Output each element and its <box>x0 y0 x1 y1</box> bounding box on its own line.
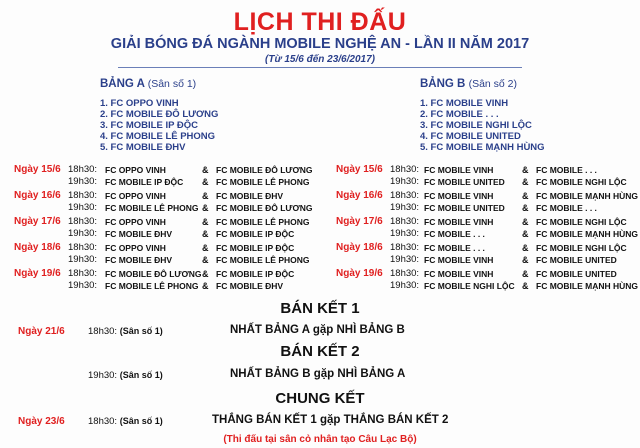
group-b-name: BẢNG B <box>420 78 466 90</box>
ko-venue: (Sân số 1) <box>119 416 163 426</box>
semifinal-1-time <box>88 326 163 337</box>
versus-ampersand: & <box>522 255 529 265</box>
match-time: 18h30: <box>68 164 98 175</box>
versus-ampersand: & <box>202 203 209 213</box>
match-time: 18h30: <box>390 268 420 279</box>
match-time: 18h30: <box>68 242 98 253</box>
versus-ampersand: & <box>202 177 209 187</box>
final-match: THẮNG BÁN KẾT 1 gặp THẮNG BÁN KẾT 2 <box>212 414 449 426</box>
match-day-label: Ngày 16/6 <box>336 190 383 201</box>
match-day-label: Ngày 15/6 <box>14 164 61 175</box>
away-team: FC MOBILE MẠNH HÙNG <box>536 229 638 239</box>
away-team: FC MOBILE MẠNH HÙNG <box>536 191 638 201</box>
ko-time: 19h30: <box>88 370 118 381</box>
away-team: FC MOBILE ĐHV <box>216 191 284 201</box>
versus-ampersand: & <box>202 229 209 239</box>
versus-ampersand: & <box>202 217 209 227</box>
versus-ampersand: & <box>522 243 529 253</box>
match-day-label: Ngày 16/6 <box>14 190 61 201</box>
home-team: FC MOBILE LÊ PHONG <box>105 203 199 213</box>
match-time: 19h30: <box>68 202 98 213</box>
final-day: Ngày 23/6 <box>18 416 65 427</box>
versus-ampersand: & <box>522 281 529 291</box>
away-team: FC MOBILE NGHI LỘC <box>536 177 627 187</box>
venue-footnote: (Thi đấu tại sân cỏ nhân tạo Câu Lạc Bộ) <box>223 434 417 445</box>
home-team: FC OPPO VINH <box>105 191 166 201</box>
match-time: 19h30: <box>390 254 420 265</box>
versus-ampersand: & <box>522 191 529 201</box>
away-team: FC MOBILE IP ĐỘC <box>216 229 295 239</box>
away-team: FC MOBILE . . . <box>536 165 597 175</box>
match-day-label: Ngày 17/6 <box>14 216 61 227</box>
match-day-label: Ngày 15/6 <box>336 164 383 175</box>
versus-ampersand: & <box>522 229 529 239</box>
match-time: 19h30: <box>68 176 98 187</box>
home-team: FC MOBILE UNITED <box>424 177 505 187</box>
ko-venue: (Sân số 1) <box>119 326 163 336</box>
date-range: (Từ 15/6 đến 23/6/2017) <box>265 54 375 65</box>
semifinal-1-day: Ngày 21/6 <box>18 326 65 337</box>
ko-time: 18h30: <box>88 416 118 427</box>
match-time: 18h30: <box>390 164 420 175</box>
match-day-label: Ngày 19/6 <box>336 268 383 279</box>
versus-ampersand: & <box>202 165 209 175</box>
home-team: FC MOBILE LÊ PHONG <box>105 281 199 291</box>
away-team: FC MOBILE NGHI LỘC <box>536 217 627 227</box>
away-team: FC MOBILE ĐÔ LƯƠNG <box>216 203 313 213</box>
away-team: FC MOBILE ĐÔ LƯƠNG <box>216 165 313 175</box>
match-time: 18h30: <box>390 190 420 201</box>
home-team: FC MOBILE VINH <box>424 191 494 201</box>
group-a-team: 3. FC MOBILE IP ĐỘC <box>100 120 199 131</box>
group-b-team: 3. FC MOBILE NGHI LỘC <box>420 120 532 131</box>
home-team: FC MOBILE ĐHV <box>105 229 173 239</box>
final-time <box>88 416 163 427</box>
ko-venue: (Sân số 1) <box>119 370 163 380</box>
home-team: FC MOBILE ĐÔ LƯƠNG <box>105 269 202 279</box>
group-a-team: 2. FC MOBILE ĐÔ LƯƠNG <box>100 109 219 120</box>
match-day-label: Ngày 17/6 <box>336 216 383 227</box>
away-team: FC MOBILE UNITED <box>536 255 617 265</box>
versus-ampersand: & <box>522 177 529 187</box>
home-team: FC MOBILE NGHI LỘC <box>424 281 515 291</box>
match-day-label: Ngày 19/6 <box>14 268 61 279</box>
away-team: FC MOBILE MẠNH HÙNG <box>536 281 638 291</box>
versus-ampersand: & <box>202 243 209 253</box>
match-time: 18h30: <box>68 190 98 201</box>
home-team: FC OPPO VINH <box>105 217 166 227</box>
versus-ampersand: & <box>522 217 529 227</box>
group-a-name: BẢNG A <box>100 78 145 90</box>
semifinal-2-match: NHẤT BẢNG B gặp NHÌ BẢNG A <box>230 368 406 380</box>
match-time: 18h30: <box>68 268 98 279</box>
versus-ampersand: & <box>202 255 209 265</box>
away-team: FC MOBILE LÊ PHONG <box>216 217 310 227</box>
semifinal-2-time <box>88 370 163 381</box>
group-b-team: 5. FC MOBILE MẠNH HÙNG <box>420 142 545 153</box>
away-team: FC MOBILE IP ĐỘC <box>216 243 295 253</box>
versus-ampersand: & <box>522 203 529 213</box>
ko-time: 18h30: <box>88 326 118 337</box>
match-time: 19h30: <box>390 228 420 239</box>
page-title: LỊCH THI ĐẤU <box>233 8 407 36</box>
final-heading: CHUNG KẾT <box>275 390 365 407</box>
versus-ampersand: & <box>522 165 529 175</box>
group-a-team: 1. FC OPPO VINH <box>100 98 179 109</box>
group-a-team-list <box>100 98 218 153</box>
match-time: 19h30: <box>390 280 420 291</box>
away-team: FC MOBILE . . . <box>536 203 597 213</box>
match-time: 19h30: <box>390 202 420 213</box>
group-b-team-list <box>420 98 545 153</box>
group-a-team: 4. FC MOBILE LÊ PHONG <box>100 131 216 142</box>
match-time: 19h30: <box>390 176 420 187</box>
group-b-team: 2. FC MOBILE . . . <box>420 109 499 120</box>
versus-ampersand: & <box>202 281 209 291</box>
away-team: FC MOBILE NGHI LỘC <box>536 243 627 253</box>
home-team: FC MOBILE ĐHV <box>105 255 173 265</box>
group-a-venue: (Sân số 1) <box>147 78 197 90</box>
home-team: FC MOBILE VINH <box>424 217 494 227</box>
semifinal-1-heading: BÁN KẾT 1 <box>280 300 360 317</box>
match-time: 18h30: <box>390 216 420 227</box>
tournament-subtitle: GIẢI BÓNG ĐÁ NGÀNH MOBILE NGHỆ AN - LẦN II NĂM 2017 <box>110 36 530 52</box>
group-b-team: 4. FC MOBILE UNITED <box>420 131 521 142</box>
group-b-heading <box>420 78 517 90</box>
away-team: FC MOBILE ĐHV <box>216 281 284 291</box>
home-team: FC MOBILE IP ĐỘC <box>105 177 184 187</box>
home-team: FC OPPO VINH <box>105 243 166 253</box>
away-team: FC MOBILE LÊ PHONG <box>216 255 310 265</box>
versus-ampersand: & <box>202 191 209 201</box>
away-team: FC MOBILE UNITED <box>536 269 617 279</box>
home-team: FC OPPO VINH <box>105 165 166 175</box>
group-b-team: 1. FC MOBILE VINH <box>420 98 509 109</box>
match-time: 19h30: <box>68 228 98 239</box>
home-team: FC MOBILE VINH <box>424 255 494 265</box>
group-a-heading <box>100 78 196 90</box>
semifinal-2-heading: BÁN KẾT 2 <box>280 343 360 360</box>
group-b-venue: (Sân số 2) <box>468 78 518 90</box>
versus-ampersand: & <box>202 269 209 279</box>
match-time: 18h30: <box>390 242 420 253</box>
match-time: 19h30: <box>68 254 98 265</box>
match-day-label: Ngày 18/6 <box>14 242 61 253</box>
match-time: 18h30: <box>68 216 98 227</box>
group-a-team: 5. FC MOBILE ĐHV <box>100 142 186 153</box>
match-day-label: Ngày 18/6 <box>336 242 383 253</box>
home-team: FC MOBILE . . . <box>424 243 485 253</box>
match-time: 19h30: <box>68 280 98 291</box>
home-team: FC MOBILE VINH <box>424 165 494 175</box>
away-team: FC MOBILE IP ĐỘC <box>216 269 295 279</box>
home-team: FC MOBILE UNITED <box>424 203 505 213</box>
home-team: FC MOBILE . . . <box>424 229 485 239</box>
away-team: FC MOBILE LÊ PHONG <box>216 177 310 187</box>
home-team: FC MOBILE VINH <box>424 269 494 279</box>
versus-ampersand: & <box>522 269 529 279</box>
semifinal-1-match: NHẤT BẢNG A gặp NHÌ BẢNG B <box>230 324 405 336</box>
header-divider <box>118 67 522 68</box>
